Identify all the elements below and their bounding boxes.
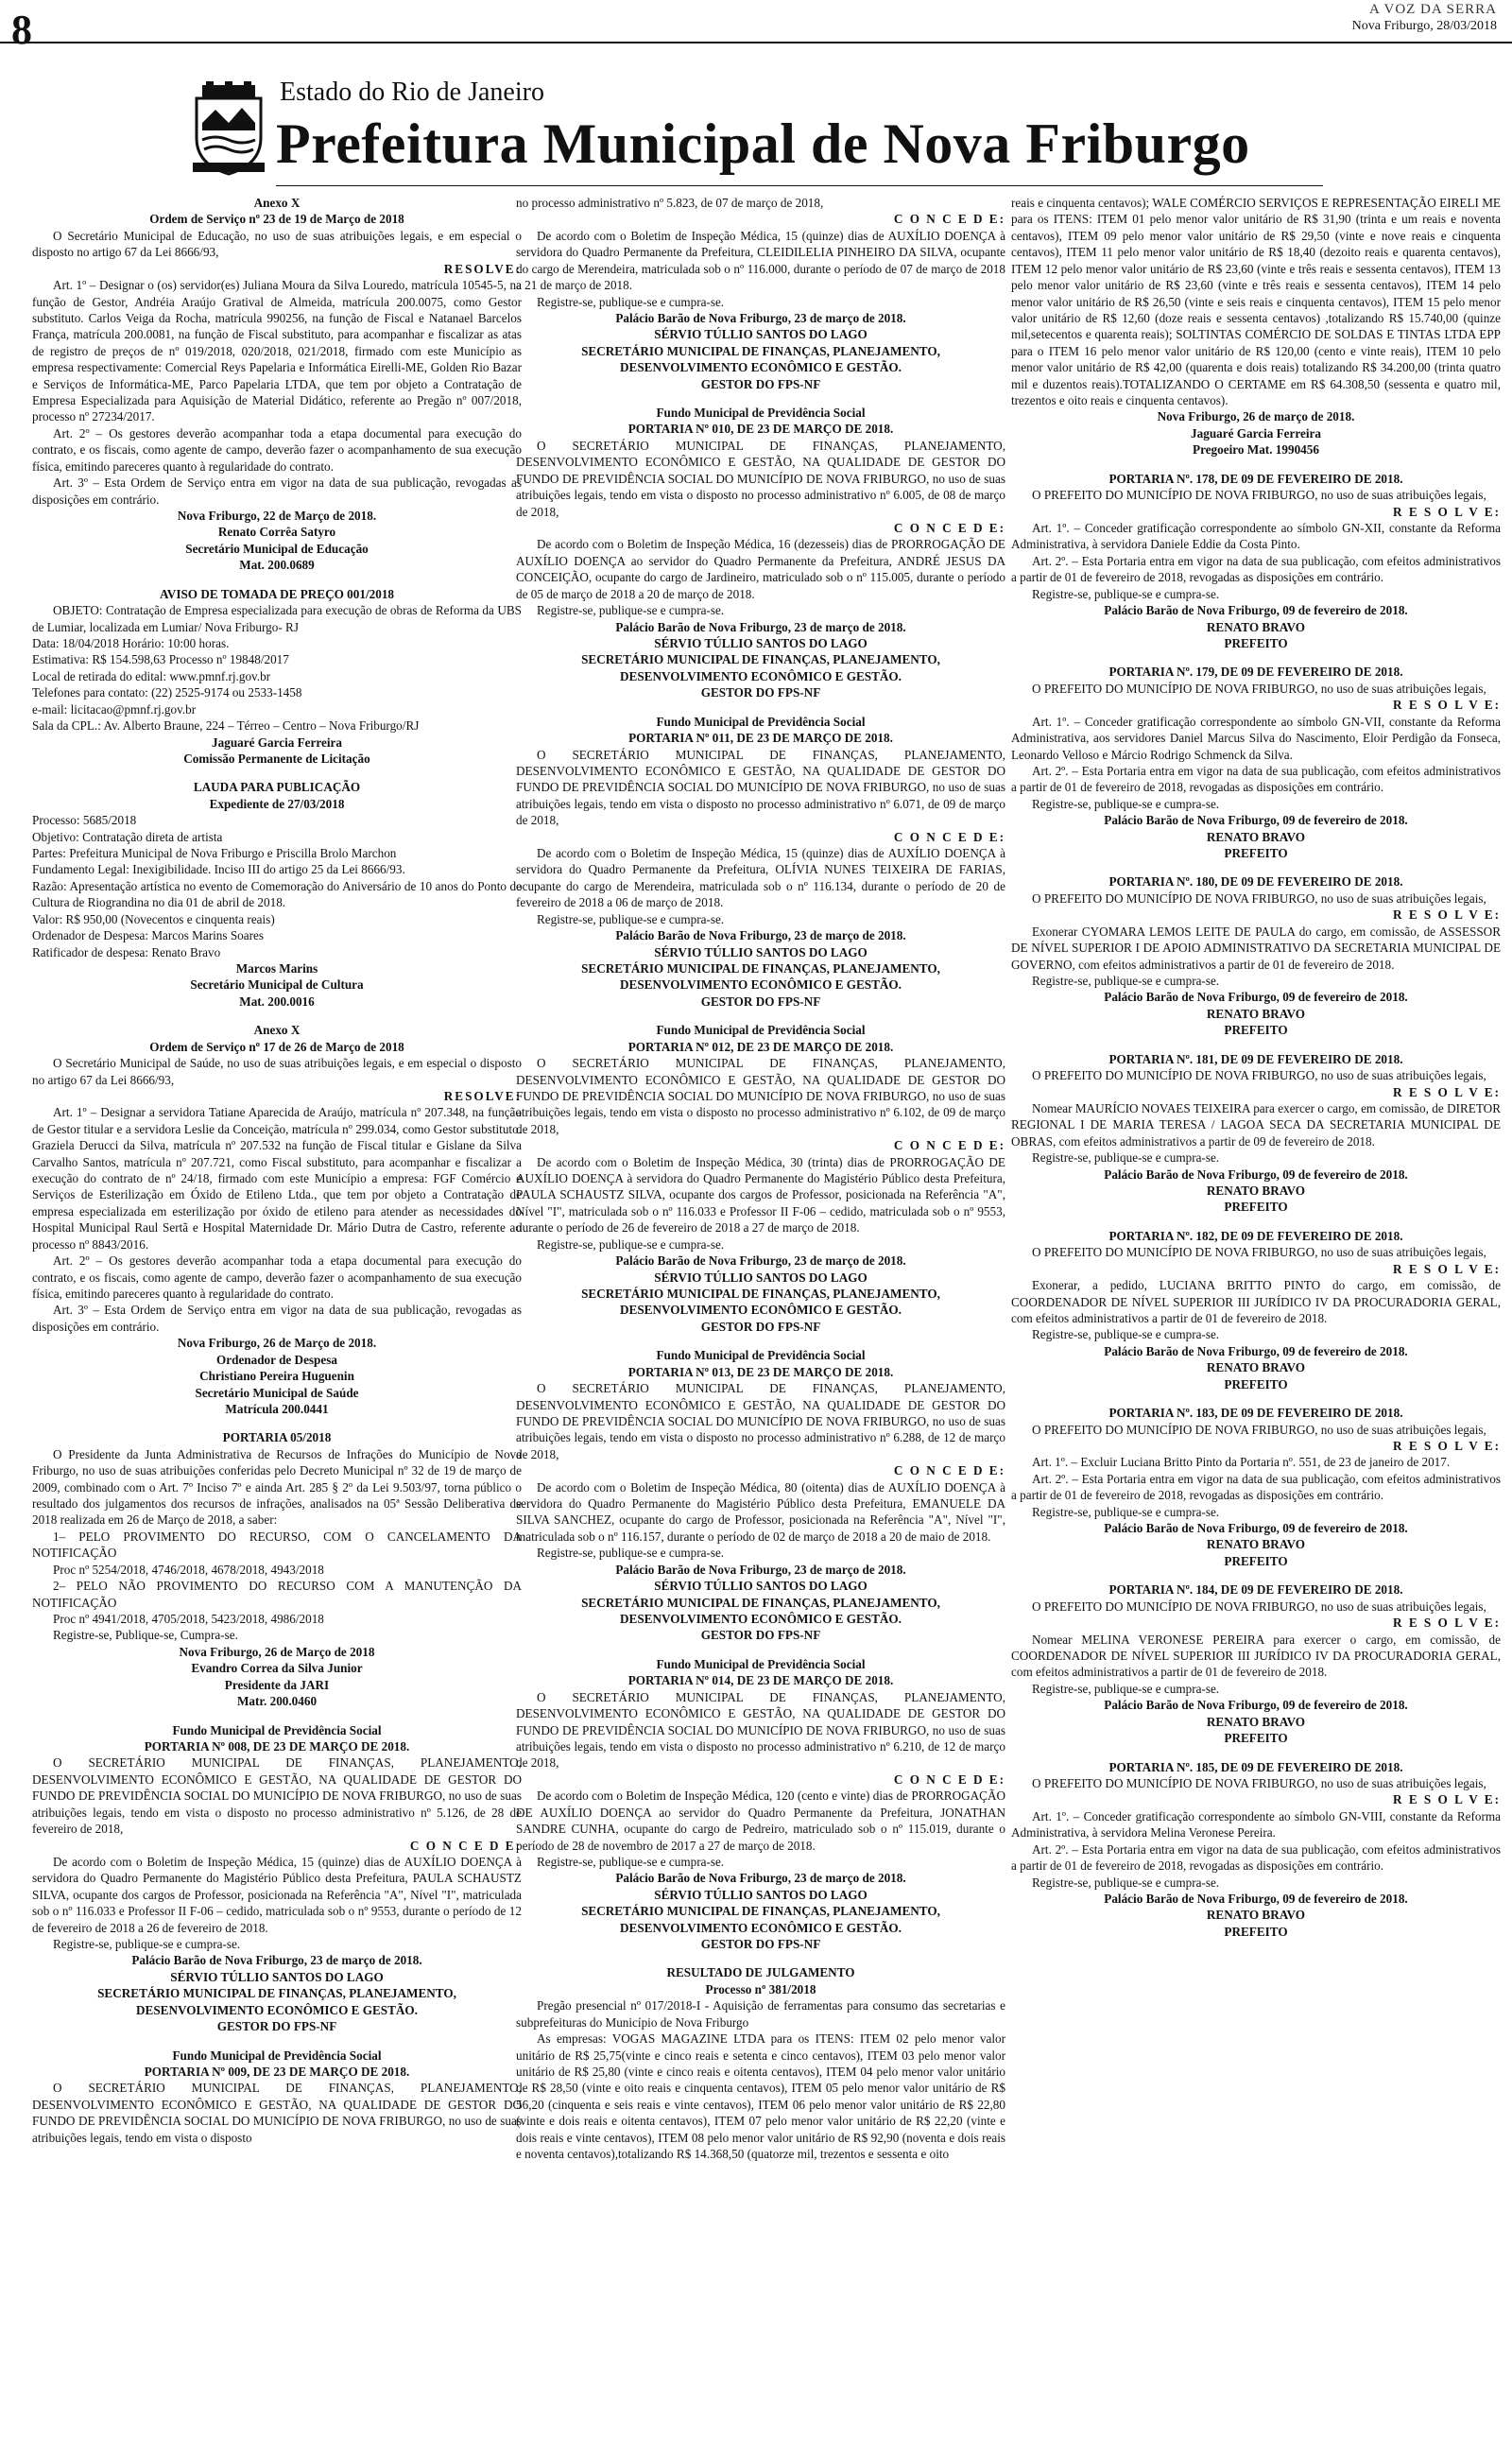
article-paragraph: Valor: R$ 950,00 (Novecentos e cinquenta reais)	[32, 911, 275, 926]
article-block	[516, 405, 1005, 701]
article-paragraph: De acordo com o Boletim de Inspeção Médica, 120 (cento e vinte) dias de PRORROGAÇÃO DE AUXÍLIO DOENÇA ao servidor do Quadro Permanente da Prefeitura, JONATHAN SANDRE CUNHA, ocupante do cargo de Pedreiro, matriculado sob o nº 115.019, durante o período de 28 de novembro de 2017 a 27 de março de 2018.	[516, 1789, 1005, 1853]
article-paragraph: 1– PELO PROVIMENTO DO RECURSO, COM O CANCELAMENTO DA NOTIFICAÇÃO	[32, 1529, 522, 1561]
article-paragraph: Registre-se, publique-se e cumpra-se.	[53, 1937, 241, 1952]
article-paragraph: O SECRETÁRIO MUNICIPAL DE FINANÇAS, PLANEJAMENTO, DESENVOLVIMENTO ECONÔMICO E GESTÃO, NA QUALIDADE DE GESTOR DO FUNDO DE PREVIDÊNCIA SOCIAL DO MUNICÍPIO DE NOVA FRIBURGO, no uso de suas atribuições legais, tendo em vista o disposto no processo administrativo nº 6.288, de 12 de março de 2018,	[516, 1381, 1005, 1461]
article-heading: SECRETÁRIO MUNICIPAL DE FINANÇAS, PLANEJAMENTO, DESENVOLVIMENTO ECONÔMICO E GESTÃO.	[581, 1595, 940, 1627]
article-block	[1011, 1405, 1501, 1569]
article-paragraph: Processo: 5685/2018	[32, 813, 137, 828]
article-heading: PORTARIA Nº. 184, DE 09 DE FEVEREIRO DE 2018.	[1108, 1582, 1403, 1598]
article-directive: C O N C E D E:	[893, 521, 1005, 536]
article-heading: RENATO BRAVO	[1206, 1360, 1306, 1375]
article-paragraph: Registre-se, publique-se e cumpra-se.	[1032, 1504, 1220, 1519]
article-heading: Palácio Barão de Nova Friburgo, 09 de fevereiro de 2018.	[1104, 1167, 1408, 1182]
article-heading: PORTARIA 05/2018	[222, 1430, 332, 1445]
article-paragraph: Art. 3º – Esta Ordem de Serviço entra em vigor na data de sua publicação, revogadas as disposições em contrário.	[32, 1303, 522, 1334]
article-heading: Palácio Barão de Nova Friburgo, 23 de março de 2018.	[615, 619, 906, 634]
article-paragraph: O PREFEITO DO MUNICÍPIO DE NOVA FRIBURGO, no uso de suas atribuições legais,	[1032, 1245, 1486, 1260]
article-paragraph: O SECRETÁRIO MUNICIPAL DE FINANÇAS, PLANEJAMENTO, DESENVOLVIMENTO ECONÔMICO E GESTÃO, NA QUALIDADE DE GESTOR DO FUNDO DE PREVIDÊNCIA SOCIAL DO MUNICÍPIO DE NOVA FRIBURGO, no uso de suas atribuições legais, tendo em vista o disposto	[32, 2081, 522, 2145]
article-paragraph: Ordenador de Despesa: Marcos Marins Soares	[32, 928, 264, 943]
prefecture-title: Prefeitura Municipal de Nova Friburgo	[276, 112, 1250, 175]
article-paragraph: Proc nº 5254/2018, 4746/2018, 4678/2018, 4943/2018	[53, 1562, 324, 1577]
article-block	[516, 1022, 1005, 1335]
article-heading: Secretário Municipal de Saúde	[195, 1385, 359, 1400]
article-heading: PREFEITO	[1224, 1376, 1288, 1391]
article-directive: R E S O L V E:	[1393, 1616, 1501, 1631]
article-heading: Palácio Barão de Nova Friburgo, 23 de março de 2018.	[615, 1562, 906, 1577]
article-heading: Palácio Barão de Nova Friburgo, 09 de fevereiro de 2018.	[1104, 1343, 1408, 1358]
article-paragraph: Art. 1º. – Conceder gratificação correspondente ao símbolo GN-VIII, constante da Reforma Administrativa, à servidora Melina Veronese Pereira.	[1011, 1808, 1501, 1840]
article-paragraph: Estimativa: R$ 154.598,63 Processo nº 19848/2017	[32, 652, 289, 667]
article-heading: PORTARIA Nº 008, DE 23 DE MARÇO DE 2018.	[144, 1738, 410, 1754]
article-directive: R E S O L V E:	[1393, 1261, 1501, 1276]
article-heading: Marcos Marins	[235, 960, 318, 976]
article-block	[1011, 195, 1501, 458]
article-block	[32, 1722, 522, 2035]
article-directive: C O N C E D E:	[893, 1771, 1005, 1787]
article-directive: RESOLVE:	[443, 261, 522, 276]
article-directive: C O N C E D E:	[893, 212, 1005, 227]
article-paragraph: De acordo com o Boletim de Inspeção Médica, 30 (trinta) dias de PRORROGAÇÃO DE AUXÍLIO DOENÇA à servidora do Quadro Permanente do Magistério Público desta Prefeitura, PAULA SCHAUSTZ SILVA, ocupante dos cargos de Professor, posicionada na Referência "A", Nível "I", matriculada sob o nº 116.033 e Professor II F-06 – cedido, matriculada sob o nº 9553, durante o período de 26 de fevereiro de 2018 a 27 de março de 2018.	[516, 1154, 1005, 1236]
article-paragraph: O SECRETÁRIO MUNICIPAL DE FINANÇAS, PLANEJAMENTO, DESENVOLVIMENTO ECONÔMICO E GESTÃO, NA QUALIDADE DE GESTOR DO FUNDO DE PREVIDÊNCIA SOCIAL DO MUNICÍPIO DE NOVA FRIBURGO, no uso de suas atribuições legais, tendo em vista o disposto no processo administrativo nº 6.071, de 09 de março de 2018,	[516, 747, 1005, 828]
article-heading: Palácio Barão de Nova Friburgo, 09 de fevereiro de 2018.	[1104, 603, 1408, 618]
article-heading: Fundo Municipal de Previdência Social	[656, 714, 866, 729]
article-directive: RESOLVE:	[443, 1088, 522, 1103]
article-heading: SÉRVIO TÚLLIO SANTOS DO LAGO	[654, 1887, 868, 1902]
article-paragraph: O PREFEITO DO MUNICÍPIO DE NOVA FRIBURGO, no uso de suas atribuições legais,	[1032, 1068, 1486, 1083]
article-heading: PORTARIA Nº. 185, DE 09 DE FEVEREIRO DE 2018.	[1108, 1759, 1403, 1774]
article-heading: Nova Friburgo, 22 de Março de 2018.	[177, 509, 377, 524]
column-3	[1011, 195, 1501, 2448]
article-heading: GESTOR DO FPS-NF	[700, 685, 821, 700]
article-paragraph: no processo administrativo nº 5.823, de 07 de março de 2018,	[516, 196, 824, 210]
article-directive: C O N C E D E:	[409, 1838, 522, 1853]
article-paragraph: Art. 1º. – Excluir Luciana Britto Pinto da Portaria nº. 551, de 23 de janeiro de 2017.	[1032, 1455, 1451, 1470]
top-rule	[0, 42, 1512, 43]
article-paragraph: Registre-se, Publique-se, Cumpra-se.	[53, 1628, 238, 1643]
article-heading: Nova Friburgo, 26 de Março de 2018	[179, 1644, 375, 1659]
article-paragraph: As empresas: VOGAS MAGAZINE LTDA para os ITENS: ITEM 02 pelo menor valor unitário de R$ 25,75(vinte e cinco reais e setenta e cinco centavos), ITEM 03 pelo menor valor unitário de R$ 25,80 (vinte e cinco reais e oitenta centavos), ITEM 04 pelo menor valor unitário de R$ 28,50 (vinte e oito reais e cinquenta centavos), ITEM 05 pelo menor valor unitário de R$ 56,20 (cinquenta e seis reais e vinte centavos), ITEM 06 pelo menor valor unitário de R$ 22,80 (vinte e dois reais e oitenta centavos), ITEM 07 pelo menor valor unitário de R$ 22,20 (vinte e dois reais e vinte centavos), ITEM 08 pelo menor valor unitário de R$ 92,90 (noventa e dois reais e noventa centavos),totalizando R$ 14.368,50 (quatorze mil, trezentos e sessenta e oito	[516, 2031, 1005, 2162]
article-heading: Secretário Municipal de Educação	[185, 541, 369, 556]
article-heading: Fundo Municipal de Previdência Social	[172, 2048, 382, 2063]
article-block	[516, 1964, 1005, 2162]
article-paragraph: Registre-se, publique-se e cumpra-se.	[1032, 796, 1220, 811]
article-paragraph: Registre-se, publique-se e cumpra-se.	[537, 294, 725, 309]
article-heading: Ordenador de Despesa	[216, 1352, 337, 1367]
article-paragraph: Art. 2º – Os gestores deverão acompanhar toda a etapa documental para execução do contrato, e os fiscais, como agente de campo, deverão fazer o acompanhamento de sua execução física, emitindo pareceres quanto à regularidade do contrato.	[32, 425, 522, 474]
article-paragraph: O Presidente da Junta Administrativa de Recursos de Infrações do Município de Nova Friburgo, no uso de suas atribuições conferidas pelo Decreto Municipal nº 32 de 19 de março de 2009, combinado com o Art. 7º Inciso 7º e ainda Art. 285 § 2º da Lei 9.503/97, torna público o resultado dos julgamentos dos recursos de infrações, analisados na 05ª Sessão Deliberativa de 2018 realizada em 26 de Março de 2018, a saber:	[32, 1446, 522, 1528]
article-block	[32, 779, 522, 1010]
article-paragraph: Art. 2º. – Esta Portaria entra em vigor na data de sua publicação, com efeitos administrativos a partir de 01 de fevereiro de 2018, revogadas as disposições em contrário.	[1011, 763, 1501, 795]
article-paragraph: De acordo com o Boletim de Inspeção Médica, 80 (oitenta) dias de AUXÍLIO DOENÇA à servidora do Quadro Permanente do Magistério Público desta Prefeitura, EMANUELE DA SILVA SANCHEZ, ocupante do cargo de Professor, posicionada na Referência "A", Nível "I", matriculada sob o nº 116.157, durante o período de 02 de março de 2018 a 20 de maio de 2018.	[516, 1479, 1005, 1544]
article-heading: Anexo X	[253, 196, 301, 210]
article-heading: Matr. 200.0460	[236, 1694, 318, 1709]
article-paragraph: O PREFEITO DO MUNICÍPIO DE NOVA FRIBURGO, no uso de suas atribuições legais,	[1032, 1422, 1486, 1437]
page-number: 8	[11, 7, 32, 53]
newspaper-name: A VOZ DA SERRA	[1369, 2, 1497, 17]
article-heading: GESTOR DO FPS-NF	[700, 1628, 821, 1643]
article-heading: PORTARIA Nº 011, DE 23 DE MARÇO DE 2018.	[628, 731, 893, 746]
article-paragraph: reais e cinquenta centavos); WALE COMÉRCIO SERVIÇOS E REPRESENTAÇÃO EIRELI ME para os ITENS: ITEM 01 pelo menor valor unitário de R$ 31,90 (trinta e um reais e noventa centavos), ITEM 09 pelo menor valor unitário de R$ 29,50 (vinte e nove reais e cinquenta centavos), ITEM 11 pelo menor valor unitário de R$ 18,40 (dezoito reais e quarenta centavos), ITEM 12 pelo menor valor unitário de R$ 23,60 (vinte e três reais e sessenta centavos), ITEM 13 pelo menor valor unitário de R$ 23,60 (vinte e três reais e sessenta centavos), ITEM 14 pelo menor valor unitário de R$ 26,50 (vinte e seis reais e cinquenta centavos), ITEM 15 pelo menor valor unitário de R$ 12,60 (doze reais e sessenta centavos) ,totalizando R$ 15.740,00 (quinze mil,setecentos e quarenta reais); SOLTINTAS COMÉRCIO DE SOLDAS E TINTAS LTDA EPP para o ITEM 16 pelo menor valor unitário de R$ 120,00 (cento e vinte reais), ITEM 10 pelo menor valor unitário de R$ 42,00 (quarenta e dois reais) totalizando R$ 34.200,00 (trinta quatro mil e duzentos reais).TOTALIZANDO O CERTAME em R$ 64.308,50 (sessenta e quatro mil, trezentos e oito reais e cinquenta centavos).	[1011, 196, 1501, 408]
article-paragraph: O PREFEITO DO MUNICÍPIO DE NOVA FRIBURGO, no uso de suas atribuições legais,	[1032, 890, 1486, 906]
article-paragraph: O PREFEITO DO MUNICÍPIO DE NOVA FRIBURGO, no uso de suas atribuições legais,	[1032, 488, 1486, 503]
article-heading: RENATO BRAVO	[1206, 619, 1306, 634]
article-paragraph: Registre-se, publique-se e cumpra-se.	[537, 603, 725, 618]
article-heading: PORTARIA Nº. 179, DE 09 DE FEVEREIRO DE 2018.	[1108, 665, 1403, 680]
article-block	[32, 195, 522, 574]
article-heading: Ordem de Serviço nº 23 de 19 de Março de 2018	[149, 212, 404, 227]
article-heading: Fundo Municipal de Previdência Social	[656, 1023, 866, 1038]
article-heading: Secretário Municipal de Cultura	[190, 977, 364, 993]
article-paragraph: Proc nº 4941/2018, 4705/2018, 5423/2018, 4986/2018	[53, 1612, 324, 1627]
article-block	[516, 195, 1005, 392]
article-paragraph: Registre-se, publique-se e cumpra-se.	[1032, 1150, 1220, 1166]
article-directive: R E S O L V E:	[1393, 504, 1501, 519]
article-heading: RENATO BRAVO	[1206, 1714, 1306, 1729]
article-heading: SÉRVIO TÚLLIO SANTOS DO LAGO	[654, 1579, 868, 1594]
article-heading: SÉRVIO TÚLLIO SANTOS DO LAGO	[654, 944, 868, 959]
article-heading: SECRETÁRIO MUNICIPAL DE FINANÇAS, PLANEJAMENTO, DESENVOLVIMENTO ECONÔMICO E GESTÃO.	[581, 960, 940, 993]
article-heading: SÉRVIO TÚLLIO SANTOS DO LAGO	[170, 1969, 384, 1984]
article-paragraph: O Secretário Municipal de Educação, no uso de suas atribuições legais, e em especial o disposto no artigo 67 da Lei 8666/93,	[32, 228, 522, 260]
article-paragraph: O SECRETÁRIO MUNICIPAL DE FINANÇAS, PLANEJAMENTO, DESENVOLVIMENTO ECONÔMICO E GESTÃO, NA QUALIDADE DE GESTOR DO FUNDO DE PREVIDÊNCIA SOCIAL DO MUNICÍPIO DE NOVA FRIBURGO, no uso de suas atribuições legais, tendo em vista o disposto no processo administrativo nº 5.126, de 28 de fevereiro de 2018,	[32, 1755, 522, 1837]
article-heading: Pregoeiro Mat. 1990456	[1193, 442, 1319, 458]
article-block	[516, 714, 1005, 1011]
article-paragraph: Razão: Apresentação artística no evento de Comemoração do Aniversário de 10 anos do Ponto de Cultura de Riograndina no dia 01 de abril de 2018.	[32, 878, 522, 910]
article-paragraph: O PREFEITO DO MUNICÍPIO DE NOVA FRIBURGO, no uso de suas atribuições legais,	[1032, 1775, 1486, 1790]
article-heading: SECRETÁRIO MUNICIPAL DE FINANÇAS, PLANEJAMENTO, DESENVOLVIMENTO ECONÔMICO E GESTÃO.	[581, 652, 940, 683]
article-heading: PREFEITO	[1224, 635, 1288, 650]
article-heading: PORTARIA Nº. 178, DE 09 DE FEVEREIRO DE 2018.	[1108, 471, 1403, 486]
article-heading: PORTARIA Nº 014, DE 23 DE MARÇO DE 2018.	[627, 1673, 894, 1688]
article-heading: Palácio Barão de Nova Friburgo, 23 de março de 2018.	[131, 1953, 422, 1968]
article-heading: PORTARIA Nº 012, DE 23 DE MARÇO DE 2018.	[627, 1039, 894, 1054]
article-block	[1011, 1228, 1501, 1392]
article-heading: Palácio Barão de Nova Friburgo, 09 de fevereiro de 2018.	[1104, 1521, 1408, 1536]
state-name: Estado do Rio de Janeiro	[280, 78, 544, 107]
header-rule	[276, 185, 1323, 186]
article-paragraph: Art. 2º. – Esta Portaria entra em vigor na data de sua publicação, com efeitos administrativos a partir de 01 de fevereiro de 2018, revogadas as disposições em contrário.	[1011, 1841, 1501, 1874]
article-paragraph: Registre-se, publique-se e cumpra-se.	[537, 911, 725, 926]
article-paragraph: Art. 2º. – Esta Portaria entra em vigor na data de sua publicação, com efeitos administrativos a partir de 01 de fevereiro de 2018, revogadas as disposições em contrário.	[1011, 1471, 1501, 1503]
article-heading: Nova Friburgo, 26 de Março de 2018.	[177, 1336, 377, 1351]
article-block	[1011, 1759, 1501, 1941]
article-heading: Presidente da JARI	[224, 1677, 330, 1692]
article-heading: PORTARIA Nº. 183, DE 09 DE FEVEREIRO DE 2018.	[1108, 1406, 1403, 1421]
article-directive: R E S O L V E:	[1393, 1438, 1501, 1453]
article-heading: PORTARIA Nº 010, DE 23 DE MARÇO DE 2018.	[627, 422, 894, 437]
article-paragraph: Art. 1º. – Conceder gratificação correspondente ao símbolo GN-VII, constante da Reforma Administrativa, aos servidores Daniel Marcus Silva do Nascimento, Eloir Perdigão da Fonseca, Leonardo Velloso e Márcio Rodrigo Schmenck da Silva.	[1011, 714, 1501, 762]
article-heading: Christiano Pereira Huguenin	[199, 1369, 354, 1384]
article-heading: Mat. 200.0689	[239, 558, 315, 573]
article-heading: RESULTADO DE JULGAMENTO	[666, 1965, 855, 1980]
coat-of-arms-icon	[189, 81, 268, 176]
article-directive: C O N C E D E:	[893, 1463, 1005, 1478]
article-paragraph: De acordo com o Boletim de Inspeção Médica, 15 (quinze) dias de AUXÍLIO DOENÇA à servidora do Quadro Permanente da Prefeitura, CLEIDILELIA PINHEIRO DA SILVA, ocupante do cargo de Merendeira, matriculada sob o nº 116.000, durante o período de 07 de março de 2018 a 21 de março de 2018.	[516, 228, 1005, 293]
article-heading: GESTOR DO FPS-NF	[216, 2019, 337, 2034]
article-paragraph: Registre-se, publique-se e cumpra-se.	[1032, 973, 1220, 988]
article-heading: Palácio Barão de Nova Friburgo, 23 de março de 2018.	[615, 310, 906, 325]
article-heading: Palácio Barão de Nova Friburgo, 09 de fevereiro de 2018.	[1104, 990, 1408, 1005]
article-paragraph: Exonerar CYOMARA LEMOS LEITE DE PAULA do cargo, em comissão, de ASSESSOR DE NÍVEL SUPERIOR I DE APOIO ADMINISTRATIVO DA SECRETARIA MUNICIPAL DE GOVERNO, com efeitos administrativos a partir de 01 de fevereiro de 2018.	[1011, 924, 1501, 972]
article-paragraph: Ratificador de despesa: Renato Bravo	[32, 944, 221, 959]
article-paragraph: Data: 18/04/2018 Horário: 10:00 horas.	[32, 635, 230, 650]
article-heading: GESTOR DO FPS-NF	[700, 1937, 821, 1952]
article-heading: PORTARIA Nº 009, DE 23 DE MARÇO DE 2018.	[144, 2064, 410, 2079]
article-paragraph: Pregão presencial nº 017/2018-I - Aquisição de ferramentas para consumo das secretarias e subprefeituras do Município de Nova Friburgo	[516, 1998, 1005, 2030]
article-directive: C O N C E D E:	[893, 829, 1005, 844]
article-heading: Jaguaré Garcia Ferreira	[212, 734, 342, 750]
article-heading: GESTOR DO FPS-NF	[700, 1319, 821, 1334]
article-paragraph: O PREFEITO DO MUNICÍPIO DE NOVA FRIBURGO, no uso de suas atribuições legais,	[1032, 681, 1486, 696]
article-paragraph: De acordo com o Boletim de Inspeção Médica, 16 (dezesseis) dias de PRORROGAÇÃO DE AUXÍLIO DOENÇA ao servidor do Quadro Permanente da Prefeitura, ANDRÉ JESUS DA CONCEIÇÃO, ocupante do cargo de Jardineiro, matriculado sob o nº 115.005, durante o período de 05 de março de 2018 a 20 de março de 2018.	[516, 537, 1005, 601]
article-heading: RENATO BRAVO	[1206, 1908, 1306, 1923]
article-block	[32, 1022, 522, 1417]
article-heading: Fundo Municipal de Previdência Social	[656, 406, 866, 421]
article-heading: PREFEITO	[1224, 1731, 1288, 1746]
article-paragraph: Nomear MAURÍCIO NOVAES TEIXEIRA para exercer o cargo, em comissão, de DIRETOR REGIONAL I DE MARIA TERESA / LAGOA SECA DA SECRETARIA MUNICIPAL DE OBRAS, com efeitos administrativos a partir de 09 de fevereiro de 2018.	[1011, 1100, 1501, 1149]
article-block	[1011, 664, 1501, 861]
article-paragraph: Registre-se, publique-se e cumpra-se.	[537, 1236, 725, 1252]
article-paragraph: Registre-se, publique-se e cumpra-se.	[1032, 1681, 1220, 1696]
article-paragraph: Nomear MELINA VERONESE PEREIRA para exercer o cargo, em comissão, de COORDENADOR DE NÍVEL SUPERIOR III JURÍDICO IV DA PROCURADORIA GERAL, com efeitos administrativos a partir de 01 de fevereiro de 2018.	[1011, 1632, 1501, 1680]
article-heading: Fundo Municipal de Previdência Social	[172, 1722, 382, 1737]
article-paragraph: Sala da CPL.: Av. Alberto Braune, 224 – Térreo – Centro – Nova Friburgo/RJ	[32, 718, 420, 734]
article-paragraph: Art. 1º – Designar o (os) servidor(es) Juliana Moura da Silva Louredo, matrícula 10545-5, na função de Gestor, Andréia Araújo Gratival de Almeida, matrícula 200.0075, como Gestor substituto. Carlos Veiga da Rocha, matrícula 990256, na função de Fiscal e Natanael Barcelos França, matrícula 200.0081, na função de Fiscal substituto, para acompanhar e fiscalizar as atas de registro de preços de nº 019/2018, 020/2018, 021/2018, firmado com este Município as empresa respectivamente: Comercial Reys Papelaria e Informática Eirelli-ME, Golden Rio Bazar e Serviços de Informática-ME, Parco Papelaria LTDA, que tem por objeto a Contratação de Empresa Especializada para Aquisição de Material Didático, referente ao Pregão nº 007/2018, processo nº 27234/2017.	[32, 278, 522, 424]
article-paragraph: O SECRETÁRIO MUNICIPAL DE FINANÇAS, PLANEJAMENTO, DESENVOLVIMENTO ECONÔMICO E GESTÃO, NA QUALIDADE DE GESTOR DO FUNDO DE PREVIDÊNCIA SOCIAL DO MUNICÍPIO DE NOVA FRIBURGO, no uso de suas atribuições legais, tendo em vista o disposto no processo administrativo nº 6.102, de 09 de março de 2018,	[516, 1056, 1005, 1136]
article-heading: PREFEITO	[1224, 1023, 1288, 1038]
article-paragraph: 2– PELO NÃO PROVIMENTO DO RECURSO COM A MANUTENÇÃO DA NOTIFICAÇÃO	[32, 1579, 522, 1610]
article-paragraph: De acordo com o Boletim de Inspeção Médica, 15 (quinze) dias de AUXÍLIO DOENÇA à servidora do Quadro Permanente do Magistério Público desta Prefeitura, PAULA SCHAUSTZ SILVA, ocupante dos cargos de Professor, posicionada na Referência "A", Nível "I", matriculada sob o nº 116.033 e Professor II F-06 – cedido, matriculada sob o nº 9553, durante o período de 12 de fevereiro de 2018 a 26 de fevereiro de 2018.	[32, 1854, 522, 1935]
article-paragraph: OBJETO: Contratação de Empresa especializada para execução de obras de Reforma da UBS de Lumiar, localizada em Lumiar/ Nova Friburgo- RJ	[32, 603, 522, 634]
article-paragraph: Art. 1º – Designar a servidora Tatiane Aparecida de Araújo, matrícula nº 207.348, na função de Gestor titular e a servidora Leslie da Conceição, matrícula nº 299.034, como Gestor substituto. Graziela Derucci da Silva, matrícula nº 207.532 na função de Fiscal titular e Gislane da Silva Carvalho Santos, matrícula nº 207.721, como Fiscal substituto, para acompanhar e fiscalizar a execução do contrato de nº 24/18, firmado com este Município a empresa: FGF Comércio e Serviços de Esterilização em Óxido de Etileno Ltda., que tem por objeto a Contratação de empresa especializada em esterilização por óxido de etileno para atender as necessidades do Hospital Municipal Raul Sertã e Hospital Maternidade Dr. Mário Dutra de Castro, referente ao processo nº 8843/2016.	[32, 1105, 522, 1252]
article-paragraph: Local de retirada do edital: www.pmnf.rj.gov.br	[32, 668, 271, 683]
article-heading: PORTARIA Nº. 181, DE 09 DE FEVEREIRO DE 2018.	[1108, 1051, 1403, 1066]
article-heading: SECRETÁRIO MUNICIPAL DE FINANÇAS, PLANEJAMENTO, DESENVOLVIMENTO ECONÔMICO E GESTÃO.	[581, 343, 940, 375]
article-paragraph: Registre-se, publique-se e cumpra-se.	[1032, 586, 1220, 601]
article-heading: Mat. 200.0016	[239, 994, 315, 1009]
column-2	[516, 195, 1005, 2448]
article-block	[1011, 1051, 1501, 1216]
article-paragraph: Registre-se, publique-se e cumpra-se.	[1032, 1327, 1220, 1342]
article-paragraph: Telefones para contato: (22) 2525-9174 ou 2533-1458	[32, 685, 302, 700]
article-heading: SECRETÁRIO MUNICIPAL DE FINANÇAS, PLANEJAMENTO, DESENVOLVIMENTO ECONÔMICO E GESTÃO.	[581, 1904, 940, 1935]
article-heading: Nova Friburgo, 26 de março de 2018.	[1157, 409, 1355, 424]
article-block	[32, 2048, 522, 2147]
article-heading: PREFEITO	[1224, 1924, 1288, 1939]
article-directive: R E S O L V E:	[1393, 698, 1501, 713]
article-heading: LAUDA PARA PUBLICAÇÃO	[193, 780, 361, 795]
article-block	[32, 586, 522, 768]
article-paragraph: Art. 1º. – Conceder gratificação correspondente ao símbolo GN-XII, constante da Reforma Administrativa, à servidora Daniele Eddie da Costa Pinto.	[1011, 521, 1501, 552]
article-heading: PORTARIA Nº 013, DE 23 DE MARÇO DE 2018.	[627, 1364, 894, 1379]
article-heading: PREFEITO	[1224, 1553, 1288, 1568]
article-directive: C O N C E D E:	[893, 1138, 1005, 1153]
article-heading: Anexo X	[253, 1023, 301, 1038]
article-paragraph: Objetivo: Contratação direta de artista	[32, 829, 223, 844]
article-heading: SECRETÁRIO MUNICIPAL DE FINANÇAS, PLANEJAMENTO, DESENVOLVIMENTO ECONÔMICO E GESTÃO.	[581, 1287, 940, 1318]
article-heading: Expediente de 27/03/2018	[209, 796, 345, 811]
article-heading: SECRETÁRIO MUNICIPAL DE FINANÇAS, PLANEJAMENTO, DESENVOLVIMENTO ECONÔMICO E GESTÃO.	[97, 1986, 456, 2017]
article-block	[1011, 471, 1501, 652]
article-heading: GESTOR DO FPS-NF	[700, 994, 821, 1009]
article-heading: SÉRVIO TÚLLIO SANTOS DO LAGO	[654, 327, 868, 342]
article-paragraph: Art. 2º – Os gestores deverão acompanhar toda a etapa documental para execução do contrato, e os fiscais, como agente de campo, deverão fazer o acompanhamento de sua execução física, emitindo pareceres quanto à regularidade do contrato.	[32, 1253, 522, 1301]
article-block	[516, 1656, 1005, 1953]
article-block	[1011, 1581, 1501, 1746]
article-heading: Palácio Barão de Nova Friburgo, 09 de fevereiro de 2018.	[1104, 1891, 1408, 1906]
article-paragraph: Fundamento Legal: Inexigibilidade. Inciso III do artigo 25 da Lei 8666/93.	[32, 862, 405, 877]
article-paragraph: Art. 3º – Esta Ordem de Serviço entra em vigor na data de sua publicação, revogadas as disposições em contrário.	[32, 475, 522, 507]
article-heading: Processo nº 381/2018	[705, 1981, 816, 1996]
article-heading: Palácio Barão de Nova Friburgo, 23 de março de 2018.	[615, 1253, 906, 1269]
article-heading: Renato Corrêa Satyro	[217, 525, 336, 540]
newspaper-date: Nova Friburgo, 28/03/2018	[1351, 19, 1497, 33]
article-paragraph: Registre-se, publique-se e cumpra-se.	[1032, 1875, 1220, 1890]
article-heading: RENATO BRAVO	[1206, 829, 1306, 844]
article-heading: Palácio Barão de Nova Friburgo, 09 de fevereiro de 2018.	[1104, 813, 1408, 828]
article-heading: SÉRVIO TÚLLIO SANTOS DO LAGO	[654, 1270, 868, 1285]
article-paragraph: O SECRETÁRIO MUNICIPAL DE FINANÇAS, PLANEJAMENTO, DESENVOLVIMENTO ECONÔMICO E GESTÃO, NA QUALIDADE DE GESTOR DO FUNDO DE PREVIDÊNCIA SOCIAL DO MUNICÍPIO DE NOVA FRIBURGO, no uso de suas atribuições legais, tendo em vista o disposto no processo administrativo nº 6.005, de 08 de março de 2018,	[516, 438, 1005, 519]
article-paragraph: Partes: Prefeitura Municipal de Nova Friburgo e Priscilla Brolo Marchon	[32, 846, 397, 861]
article-block	[32, 1429, 522, 1709]
article-heading: AVISO DE TOMADA DE PREÇO 001/2018	[159, 586, 395, 601]
article-directive: R E S O L V E:	[1393, 907, 1501, 923]
article-paragraph: De acordo com o Boletim de Inspeção Médica, 15 (quinze) dias de AUXÍLIO DOENÇA à servidora do Quadro Permanente da Prefeitura, OLÍVIA NUNES TEIXEIRA DE FARIAS, ocupante do cargo de Merendeira, matriculada sob o nº 116.134, durante o período de 20 de fevereiro de 2018 a 06 de março de 2018.	[516, 846, 1005, 910]
article-paragraph: O PREFEITO DO MUNICÍPIO DE NOVA FRIBURGO, no uso de suas atribuições legais,	[1032, 1599, 1486, 1614]
article-heading: Palácio Barão de Nova Friburgo, 09 de fevereiro de 2018.	[1104, 1698, 1408, 1713]
article-heading: RENATO BRAVO	[1206, 1184, 1306, 1199]
article-paragraph: Exonerar, a pedido, LUCIANA BRITTO PINTO do cargo, em comissão, de COORDENADOR DE NÍVEL SUPERIOR III JURÍDICO IV DA PROCURADORIA GERAL, com efeitos administrativos a partir de 01 de fevereiro de 2018.	[1011, 1278, 1501, 1325]
article-heading: PREFEITO	[1224, 846, 1288, 861]
article-heading: Comissão Permanente de Licitação	[183, 751, 370, 766]
article-block	[1011, 873, 1501, 1038]
article-heading: PORTARIA Nº. 180, DE 09 DE FEVEREIRO DE 2018.	[1108, 874, 1403, 890]
article-heading: RENATO BRAVO	[1206, 1537, 1306, 1552]
article-paragraph: O SECRETÁRIO MUNICIPAL DE FINANÇAS, PLANEJAMENTO, DESENVOLVIMENTO ECONÔMICO E GESTÃO, NA QUALIDADE DE GESTOR DO FUNDO DE PREVIDÊNCIA SOCIAL DO MUNICÍPIO DE NOVA FRIBURGO, no uso de suas atribuições legais, tendo em vista o disposto no processo administrativo nº 6.210, de 12 de março de 2018,	[516, 1689, 1005, 1771]
article-paragraph: Registre-se, publique-se e cumpra-se.	[537, 1546, 725, 1561]
article-heading: Palácio Barão de Nova Friburgo, 23 de março de 2018.	[615, 1871, 906, 1886]
article-heading: Palácio Barão de Nova Friburgo, 23 de março de 2018.	[615, 928, 906, 943]
article-heading: Evandro Correa da Silva Junior	[191, 1661, 363, 1676]
article-heading: PREFEITO	[1224, 1200, 1288, 1215]
article-heading: Fundo Municipal de Previdência Social	[656, 1348, 866, 1363]
article-heading: Matrícula 200.0441	[225, 1401, 329, 1416]
article-heading: Ordem de Serviço nº 17 de 26 de Março de 2018	[149, 1039, 404, 1054]
article-heading: SÉRVIO TÚLLIO SANTOS DO LAGO	[654, 635, 868, 650]
article-heading: RENATO BRAVO	[1206, 1006, 1306, 1021]
article-heading: GESTOR DO FPS-NF	[700, 376, 821, 391]
article-heading: PORTARIA Nº. 182, DE 09 DE FEVEREIRO DE 2018.	[1108, 1228, 1403, 1243]
article-block	[516, 1347, 1005, 1644]
article-paragraph: e-mail: licitacao@pmnf.rj.gov.br	[32, 701, 197, 717]
article-directive: R E S O L V E:	[1393, 1084, 1501, 1099]
column-1	[32, 195, 522, 2448]
article-paragraph: Art. 2º. – Esta Portaria entra em vigor na data de sua publicação, com efeitos administrativos a partir de 01 de fevereiro de 2018, revogadas as disposições em contrário.	[1011, 553, 1501, 585]
article-paragraph: O Secretário Municipal de Saúde, no uso de suas atribuições legais, e em especial o disposto no artigo 67 da Lei 8666/93,	[32, 1056, 522, 1087]
article-directive: R E S O L V E:	[1393, 1792, 1501, 1807]
article-paragraph: Registre-se, publique-se e cumpra-se.	[537, 1854, 725, 1869]
article-heading: Fundo Municipal de Previdência Social	[656, 1656, 866, 1671]
article-heading: Jaguaré Garcia Ferreira	[1191, 425, 1321, 441]
